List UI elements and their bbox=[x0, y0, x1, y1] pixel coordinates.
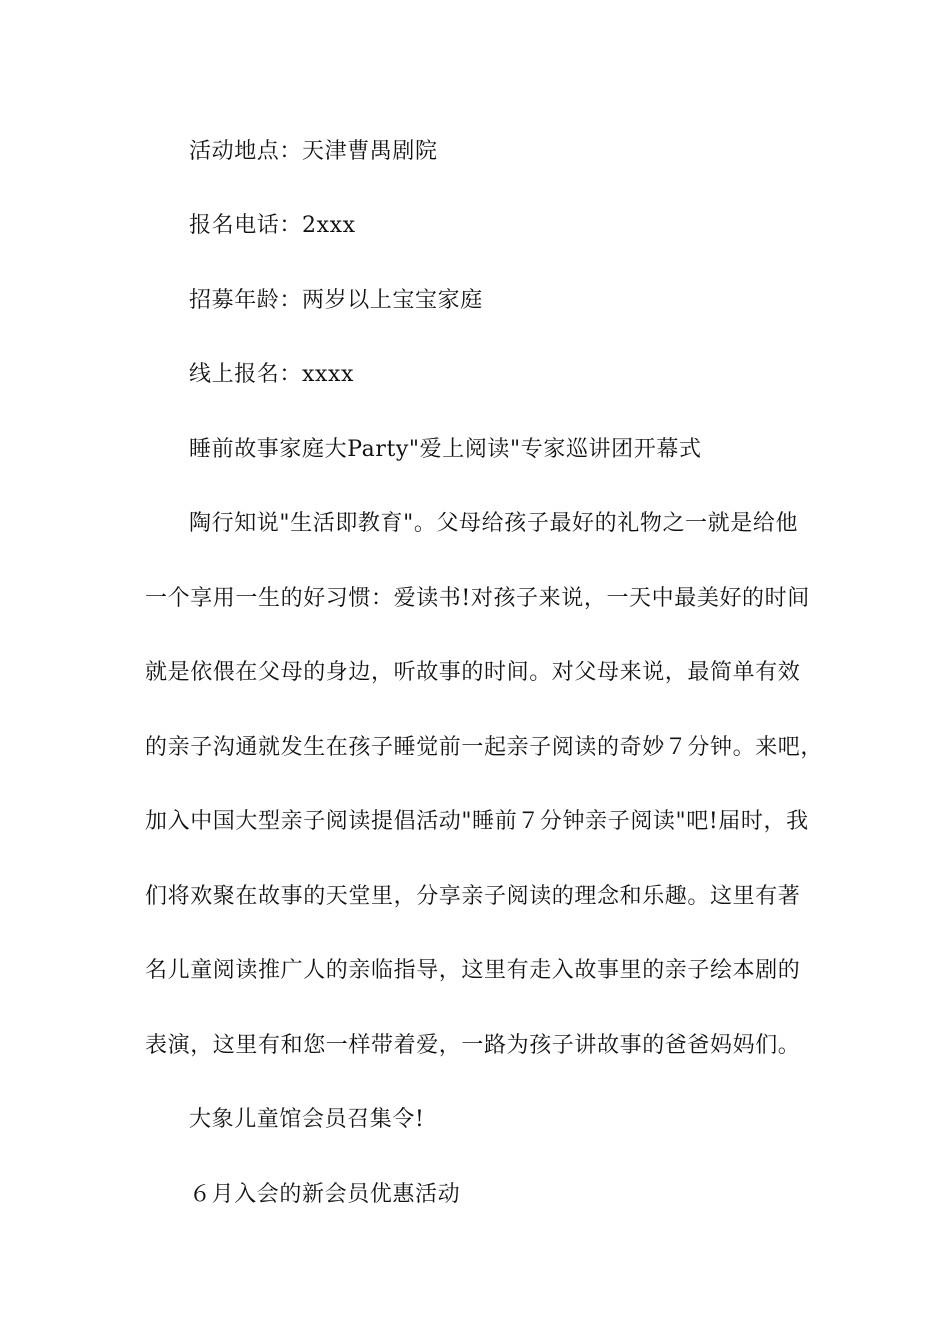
paragraph-line: 的亲子沟通就发生在孩子睡觉前一起亲子阅读的奇妙７分钟。来吧， bbox=[145, 735, 824, 760]
paragraph-line: 加入中国大型亲子阅读提倡活动"睡前７分钟亲子阅读"吧!届时，我 bbox=[145, 809, 809, 834]
june-offer-heading: ６月入会的新会员优惠活动 bbox=[189, 1182, 461, 1207]
phone-line: 报名电话：2xxx bbox=[189, 213, 356, 238]
paragraph-line: 就是依偎在父母的身边，听故事的时间。对父母来说，最简单有效 bbox=[145, 660, 801, 685]
paragraph-line: 陶行知说"生活即教育"。父母给孩子最好的礼物之一就是给他 bbox=[189, 511, 799, 536]
event-title: 睡前故事家庭大Party"爱上阅读"专家巡讲团开幕式 bbox=[189, 437, 702, 462]
venue-line: 活动地点：天津曹禺剧院 bbox=[189, 139, 438, 164]
paragraph-line: 一个享用一生的好习惯：爱读书!对孩子来说，一天中最美好的时间 bbox=[145, 586, 810, 611]
paragraph-line: 名儿童阅读推广人的亲临指导，这里有走入故事里的亲子绘本剧的 bbox=[145, 958, 801, 983]
paragraph-line: 们将欢聚在故事的天堂里，分享亲子阅读的理念和乐趣。这里有著 bbox=[145, 884, 801, 909]
paragraph-line: 表演，这里有和您一样带着爱，一路为孩子讲故事的爸爸妈妈们。 bbox=[145, 1033, 801, 1058]
age-line: 招募年龄：两岁以上宝宝家庭 bbox=[189, 288, 483, 313]
member-call-heading: 大象儿童馆会员召集令! bbox=[189, 1107, 425, 1132]
online-registration-line: 线上报名：xxxx bbox=[189, 362, 355, 387]
